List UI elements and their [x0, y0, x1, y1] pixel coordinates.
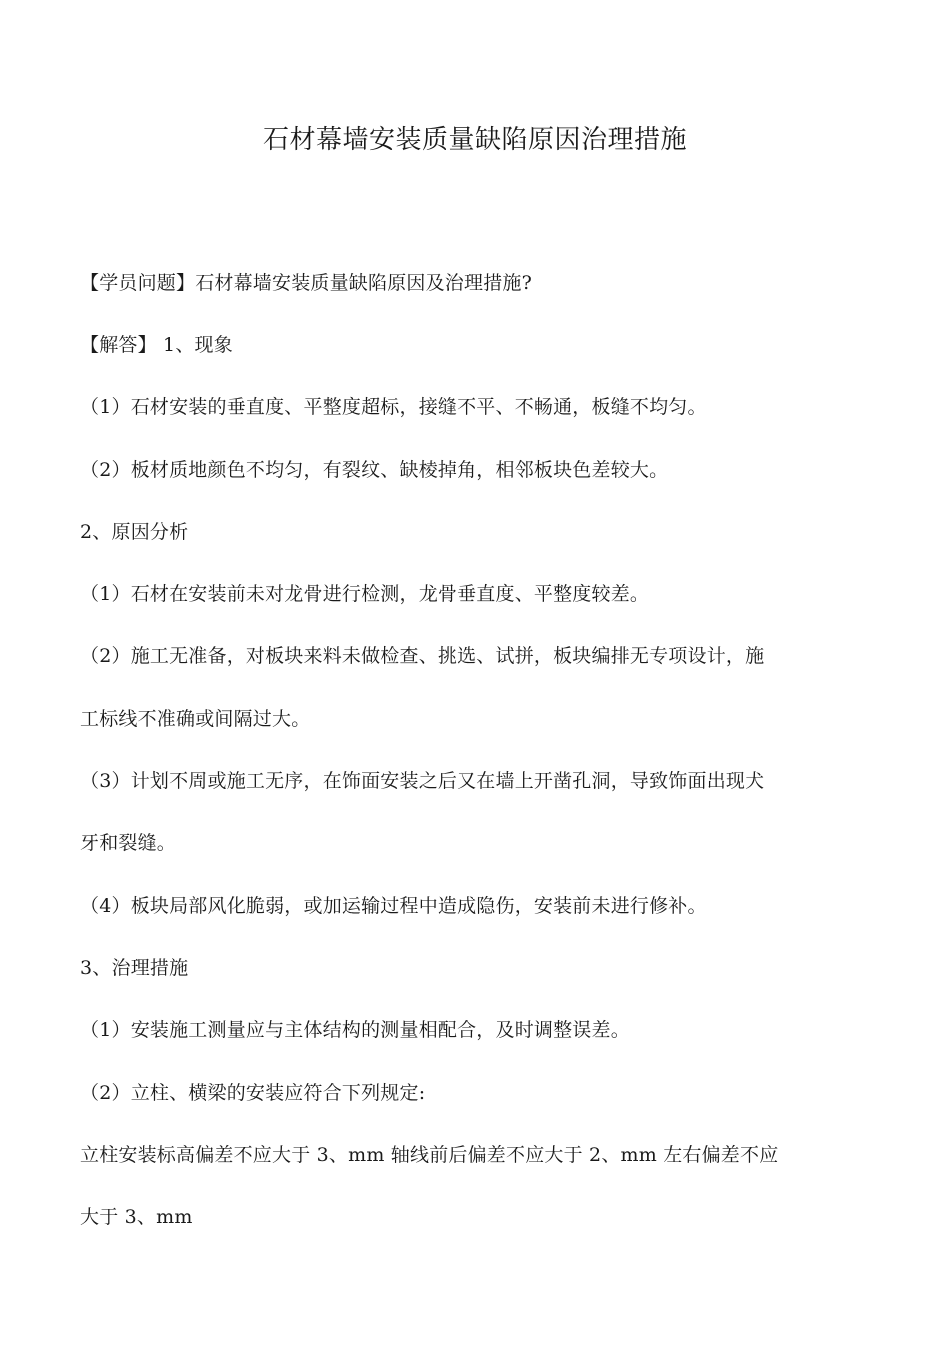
answer-heading: 【解答】 1、现象: [80, 334, 233, 356]
cause-item-2: （2）施工无准备，对板块来料未做检查、挑选、试拼，板块编排无专项设计，施: [80, 645, 765, 667]
question-line: 【学员问题】石材幕墙安装质量缺陷原因及治理措施?: [80, 272, 532, 294]
measures-item-2: （2）立柱、横梁的安装应符合下列规定:: [80, 1082, 426, 1104]
measures-heading: 3、治理措施: [80, 957, 189, 979]
cause-item-4: （4）板块局部风化脆弱，或加运输过程中造成隐伤，安装前未进行修补。: [80, 895, 707, 917]
measures-item-1: （1）安装施工测量应与主体结构的测量相配合，及时调整误差。: [80, 1019, 630, 1041]
cause-item-3-continued: 牙和裂缝。: [80, 832, 177, 854]
phenomenon-item-2: （2）板材质地颜色不均匀，有裂纹、缺棱掉角，相邻板块色差较大。: [80, 459, 669, 481]
cause-item-2-continued: 工标线不准确或间隔过大。: [80, 708, 311, 730]
phenomenon-item-1: （1）石材安装的垂直度、平整度超标，接缝不平、不畅通，板缝不均匀。: [80, 396, 707, 418]
cause-item-3: （3）计划不周或施工无序，在饰面安装之后又在墙上开凿孔洞，导致饰面出现犬: [80, 770, 765, 792]
column-tolerance-line: 立柱安装标高偏差不应大于 3、mm 轴线前后偏差不应大于 2、mm 左右偏差不应: [80, 1144, 779, 1166]
cause-item-1: （1）石材在安装前未对龙骨进行检测，龙骨垂直度、平整度较差。: [80, 583, 650, 605]
column-tolerance-line-continued: 大于 3、mm: [80, 1206, 193, 1228]
document-title: 石材幕墙安装质量缺陷原因治理措施: [262, 125, 687, 155]
cause-heading: 2、原因分析: [80, 521, 189, 543]
